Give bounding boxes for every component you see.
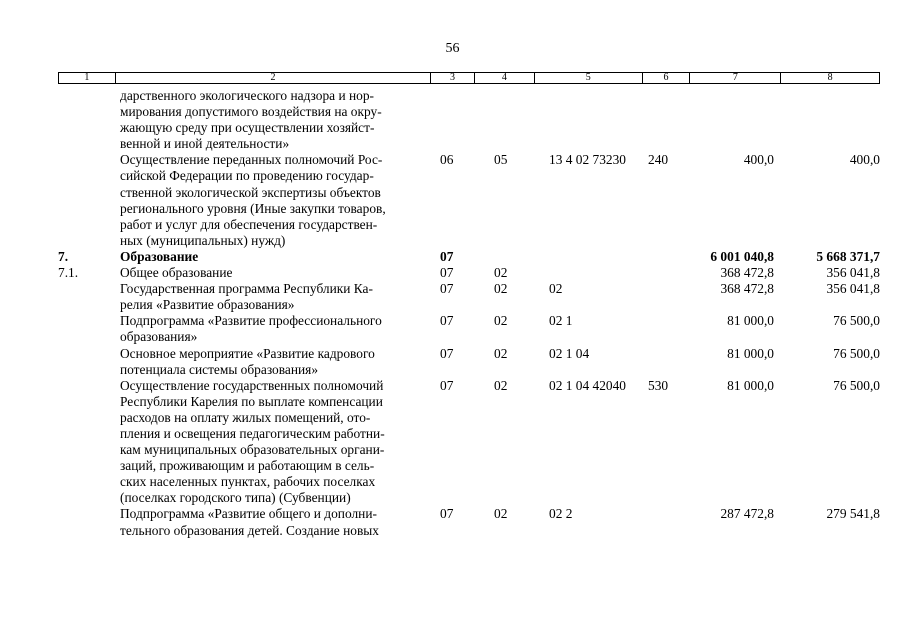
row-subsection: 02 [494,377,508,393]
table-body [58,88,880,539]
row-subsection: 02 [494,281,508,297]
row-amount-year-2: 76 500,0 [833,313,880,329]
row-amount-year-2: 279 541,8 [826,506,880,522]
table-row [58,281,880,313]
header-col-6: 6 [642,73,690,83]
row-amount-year-1: 81 000,0 [727,313,774,329]
table-row [58,313,880,345]
row-section: 07 [440,377,454,393]
row-description: Государственная программа Республики Ка- релия «Развитие образования» [120,281,373,313]
header-col-7: 7 [689,73,780,83]
row-target-article: 13 4 02 73230 [549,152,626,168]
table-header [58,72,880,84]
row-section: 07 [440,345,454,361]
row-target-article: 02 [549,281,563,297]
table-row [58,88,880,152]
row-description: Подпрограмма «Развитие профессионального образования» [120,313,382,345]
row-subsection: 02 [494,265,508,281]
row-number: 7. [58,248,69,264]
header-col-4: 4 [474,73,534,83]
row-subsection: 05 [494,152,508,168]
row-target-article: 02 1 04 42040 [549,377,626,393]
row-section: 07 [440,281,454,297]
row-description: дарственного экологического надзора и нор- мирования допустимого воздействия на окру- жающую среду при осуществлении хозяйст- венной и иной деятельности» [120,88,382,152]
row-amount-year-2: 400,0 [849,152,880,168]
row-amount-year-2: 76 500,0 [833,345,880,361]
table-row [58,265,880,281]
header-col-2: 2 [115,73,430,83]
header-col-1: 1 [84,72,90,83]
row-amount-year-2: 76 500,0 [833,377,880,393]
header-col-3: 3 [430,73,474,83]
row-expense-type: 240 [648,152,669,168]
table-row [58,506,880,538]
row-amount-year-2: 356 041,8 [826,265,880,281]
row-description: Осуществление государственных полномочий Республики Карелия по выплате компенсации расходов на оплату жилых помещений, ото- пления и освещения педагогическим работни- кам муниципальных образовательных органи- заций, проживающим и работающим в сель- ских населенных пунктах, рабочих поселках (поселках городского типа) (Субвенции) [120,377,385,506]
table-row [58,249,880,265]
row-number: 7.1. [58,265,79,281]
row-target-article: 02 2 [549,506,573,522]
row-description: Осуществление переданных полномочий Рос- сийской Федерации по проведению государ- ственной экологической экспертизы объектов регионального уровня (Иные закупки товаров, работ и услуг для обеспечения государствен- ных (муниципальных) нужд) [120,152,386,248]
row-target-article: 02 1 04 [549,345,590,361]
row-amount-year-1: 81 000,0 [727,345,774,361]
row-section: 06 [440,152,454,168]
row-section: 07 [440,265,454,281]
row-section: 07 [440,313,454,329]
row-amount-year-1: 400,0 [743,152,774,168]
row-description: Подпрограмма «Развитие общего и дополни- тельного образования детей. Создание новых [120,506,379,538]
row-subsection: 02 [494,506,508,522]
row-section: 07 [440,506,454,522]
row-subsection: 02 [494,313,508,329]
row-target-article: 02 1 [549,313,573,329]
row-description: Основное мероприятие «Развитие кадрового потенциала системы образования» [120,345,375,377]
row-description: Образование [120,248,199,264]
row-amount-year-1: 368 472,8 [720,265,774,281]
header-col-5: 5 [534,73,642,83]
header-col-8: 8 [780,73,879,83]
row-amount-year-1: 287 472,8 [720,506,774,522]
table-row [58,378,880,507]
row-description: Общее образование [120,265,233,281]
table-row [58,346,880,378]
page-number: 56 [445,41,460,56]
row-subsection: 02 [494,345,508,361]
row-amount-year-1: 368 472,8 [720,281,774,297]
table-row [58,152,880,249]
row-expense-type: 530 [648,377,669,393]
row-amount-year-1: 81 000,0 [727,377,774,393]
row-amount-year-2: 5 668 371,7 [816,248,880,264]
row-amount-year-1: 6 001 040,8 [710,248,774,264]
row-section: 07 [440,248,454,264]
row-amount-year-2: 356 041,8 [826,281,880,297]
